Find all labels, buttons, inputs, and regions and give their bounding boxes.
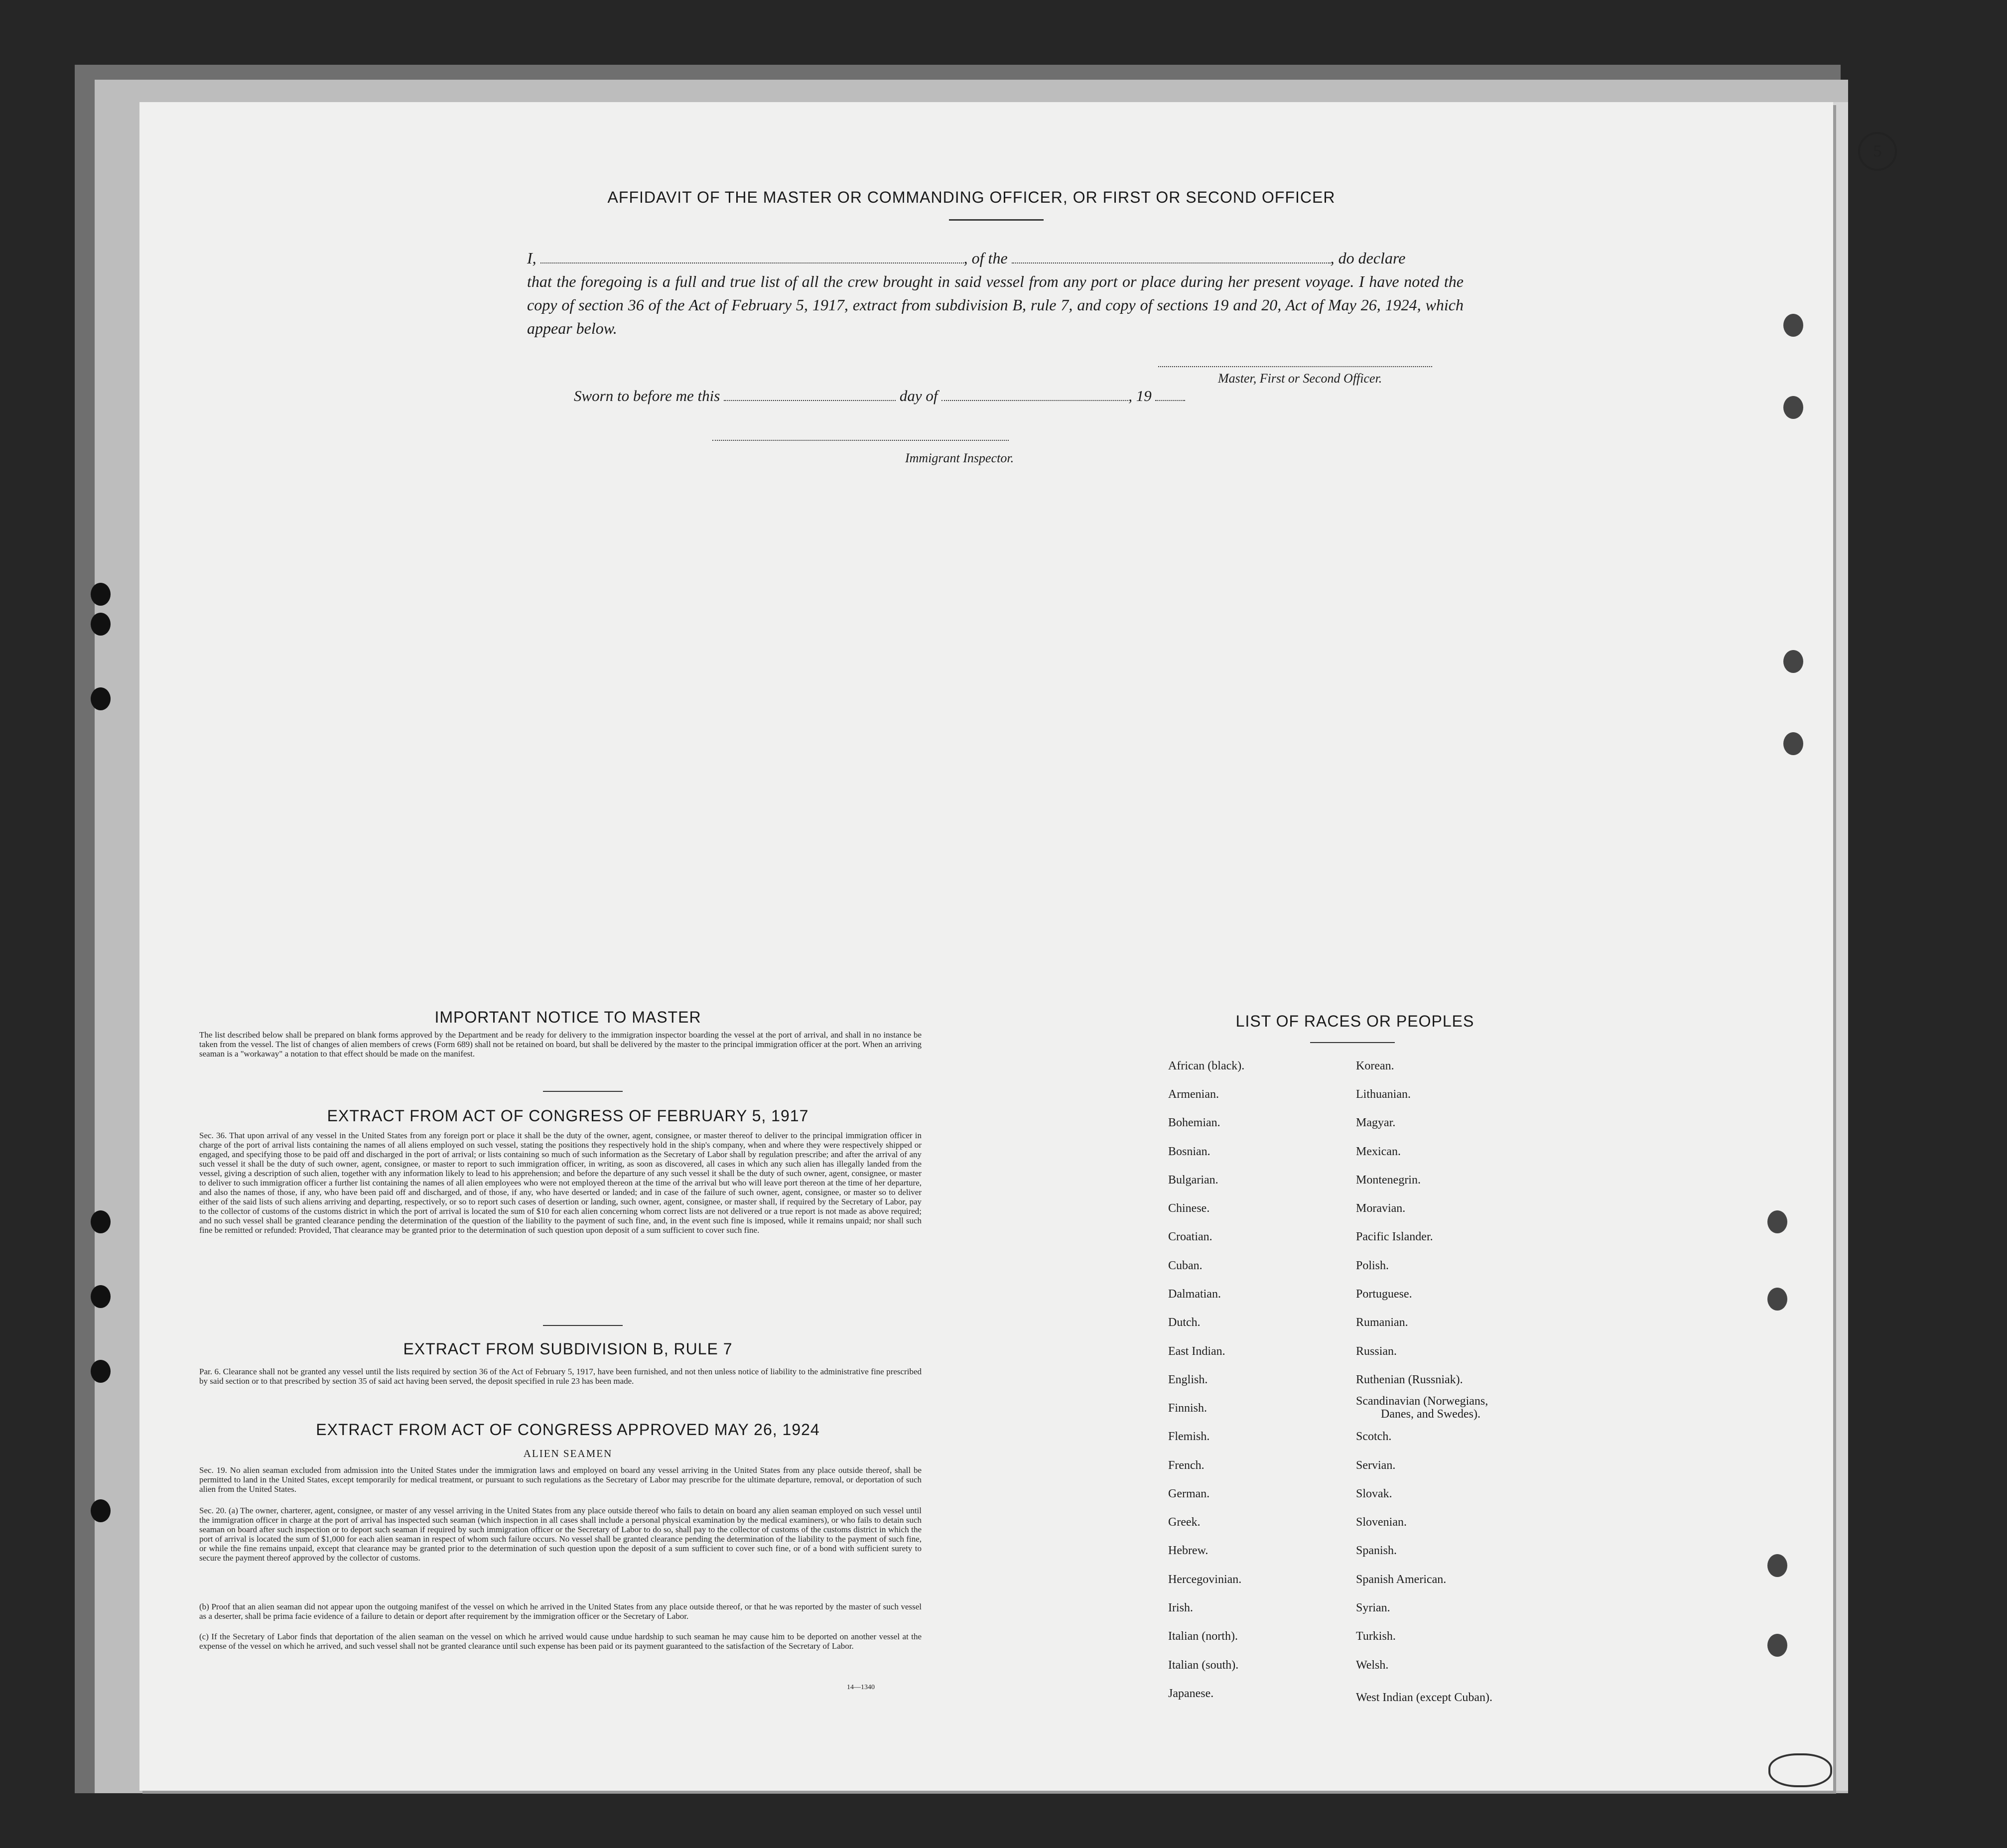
- race-item: Moravian.: [1356, 1202, 1406, 1215]
- race-item: Polish.: [1356, 1259, 1389, 1272]
- race-item: Slovenian.: [1356, 1516, 1407, 1529]
- binder-tab-icon: [1768, 1753, 1832, 1787]
- affidavit-title: AFFIDAVIT OF THE MASTER OR COMMANDING OFFICER, OR FIRST OR SECOND OFFICER: [607, 188, 1336, 206]
- race-item: Hebrew.: [1168, 1544, 1208, 1557]
- race-item: Portuguese.: [1356, 1288, 1412, 1301]
- race-item: Chinese.: [1168, 1202, 1210, 1215]
- affidavit-statement: [527, 247, 1464, 340]
- sworn-prefix: Sworn to before me this: [574, 387, 720, 404]
- extract-1917-text: Sec. 36. That upon arrival of any vessel in the United States from any foreign port or place it shall be the duty of the owner, agent, consignee, or master thereof to deliver to the principal immigration officer in charge of the port of arrival lists containing the names of all aliens employed on such vessel, stating the positions they respectively hold in the ship's company, when and where they were respectively shipped or engaged, and specifying those to be paid off and discharged in the port of arrival; or lists containing so much of such information as the Secretary of Labor shall by regulation prescribe; and after the arrival of any such vessel it shall be the duty of such owner, agent, consignee, or master to report to such immigration officer, in writing, as soon as discovered, all cases in which any such alien has illegally landed from the vessel, giving a description of such alien, together with any information likely to lead to his apprehension; and before the departure of any such vessel it shall be the duty of such owner, agent, consignee, or master to deliver to such immigration officer a further list containing the names of all alien employees who were not employed thereon at the time of the arrival but who will leave port thereon at the time of her departure, and also the names of those, if any, who have been paid off and discharged, and of those, if any, who have deserted or landed; and in case of the failure of such owner, agent, consignee, or master so to deliver either of the said lists of such aliens arriving and departing, respectively, or so to report such cases of desertion or landing, such owner, agent, consignee, or master shall, if required by the Secretary of Labor, pay to the collector of customs of the customs district in which the port of arrival is located the sum of $10 for each alien concerning whom correct lists are not delivered or a true report is not made as above required; and no such vessel shall be granted clearance pending the determination of the question of the liability to the payment of such fine, and, in the event such fine is imposed, while it remains unpaid; nor shall such fine be remitted or refunded: Provided, That clearance may be granted prior to the determination of such question upon deposit of a sum sufficient to cover such fine.: [199, 1131, 922, 1235]
- page-number-stamp: 5: [1858, 132, 1897, 171]
- master-signature-line: [1158, 366, 1432, 367]
- sworn-statement: [574, 386, 1185, 405]
- extract-1924-title: EXTRACT FROM ACT OF CONGRESS APPROVED MAY 26, 1924: [316, 1421, 820, 1439]
- affidavit-body: that the foregoing is a full and true list of all the crew brought in said vessel from any port or place during her present voyage. I have noted the copy of section 36 of the Act of February 5, 1917, extract from subdivision B, rule 7, and copy of sections 19 and 20, Act of May 26, 1924, which appear below.: [527, 272, 1464, 337]
- sworn-month-blank: [941, 386, 1128, 401]
- rule7-text: Par. 6. Clearance shall not be granted any vessel until the lists required by section 36 of the Act of February 5, 1917, have been furnished, and not then unless notice of liability to the administrative fine prescribed by said section or to that prescribed by section 35 of said act having been served, the deposit specified in rule 23 has been made.: [199, 1367, 922, 1386]
- rule7-title: EXTRACT FROM SUBDIVISION B, RULE 7: [403, 1340, 733, 1358]
- race-item: Servian.: [1356, 1459, 1396, 1472]
- binder-hole-icon: [91, 1285, 111, 1308]
- race-item: Magyar.: [1356, 1116, 1396, 1129]
- race-item: Mexican.: [1356, 1145, 1401, 1158]
- binder-hole-icon: [1783, 314, 1803, 337]
- race-item: Cuban.: [1168, 1259, 1203, 1272]
- race-item: Rumanian.: [1356, 1316, 1408, 1329]
- vessel-name-blank: [1012, 249, 1331, 264]
- race-item: Spanish American.: [1356, 1573, 1447, 1586]
- section-divider: [543, 1091, 623, 1092]
- race-item: Korean.: [1356, 1059, 1394, 1072]
- sworn-month-prefix: day of: [899, 387, 938, 404]
- race-item: English.: [1168, 1373, 1208, 1386]
- race-item: Pacific Islander.: [1356, 1230, 1433, 1243]
- binder-hole-icon: [1783, 396, 1803, 419]
- master-signature-label: Master, First or Second Officer.: [1218, 371, 1382, 386]
- race-item: Irish.: [1168, 1601, 1193, 1614]
- sec20c-text: (c) If the Secretary of Labor finds that deportation of the alien seaman on the vessel on which he arrived would cause undue hardship to such seaman he may cause him to be deported on another vessel at the expense of the vessel on which he arrived, and such vessel shall not be granted clearance until such expense has been paid or its payment guaranteed to the satisfaction of the Secretary of Labor.: [199, 1632, 922, 1651]
- race-item: Hercegovinian.: [1168, 1573, 1242, 1586]
- alien-seamen-subtitle: ALIEN SEAMEN: [523, 1448, 613, 1459]
- inspector-signature-line: [712, 440, 1009, 441]
- binder-hole-icon: [91, 1210, 111, 1233]
- binder-hole-icon: [1783, 732, 1803, 755]
- notice-text: The list described below shall be prepared on blank forms approved by the Department and be ready for delivery to the immigration inspector boarding the vessel at the port of arrival, and shall in no instance be taken from the vessel. The list of changes of alien members of crews (Form 689) shall not be retained on board, but shall be delivered by the master to the principal immigration officer at the port. When an arriving seaman is a "workaway" a notation to that effect should be made on the manifest.: [199, 1030, 922, 1058]
- race-item: Dutch.: [1168, 1316, 1201, 1329]
- race-item: French.: [1168, 1459, 1204, 1472]
- sworn-year-blank: [1155, 386, 1185, 401]
- sworn-year-prefix: , 19: [1128, 387, 1152, 404]
- declare-suffix: , do declare: [1330, 249, 1406, 267]
- affidavit-first-line: [527, 247, 1464, 270]
- declarant-name-blank: [540, 249, 964, 264]
- race-item: Lithuanian.: [1356, 1088, 1411, 1101]
- race-item: Slovak.: [1356, 1487, 1392, 1500]
- race-item: Greek.: [1168, 1516, 1201, 1529]
- races-divider: [1310, 1042, 1395, 1043]
- binder-hole-icon: [1767, 1210, 1787, 1233]
- race-item: Flemish.: [1168, 1430, 1210, 1443]
- binder-hole-icon: [91, 687, 111, 710]
- race-item: Syrian.: [1356, 1601, 1390, 1614]
- binder-hole-icon: [91, 1499, 111, 1522]
- race-item: Finnish.: [1168, 1402, 1207, 1415]
- binder-hole-icon: [1767, 1554, 1787, 1577]
- vessel-prefix: , of the: [963, 249, 1008, 267]
- race-item: Armenian.: [1168, 1088, 1219, 1101]
- binder-hole-icon: [91, 583, 111, 606]
- race-item: Japanese.: [1168, 1687, 1214, 1700]
- race-item: East Indian.: [1168, 1345, 1225, 1358]
- sec20a-text: Sec. 20. (a) The owner, charterer, agent, consignee, or master of any vessel arriving in the United States from any place outside thereof who fails to detain on board any alien seaman employed on such vessel until the immigration officer in charge at the port of arrival has inspected such seaman (which inspection in all cases shall include a personal physical examination by the medical examiners), or who fails to detain such seaman on board after such inspection or to deport such seaman if required by such immigration officer or the Secretary of Labor to do so, shall pay to the collector of customs of the customs district in which the port of arrival is located the sum of $1,000 for each alien seaman in respect of whom such failure occurs. No vessel shall be granted clearance pending the determination of the liability to the payment of such fine, or while the fine remains unpaid, except that clearance may be granted prior to the determination of such question upon the deposit of a sum sufficient to cover such fine, or of a bond with sufficient surety to secure the payment thereof approved by the collector of customs.: [199, 1506, 922, 1563]
- extract-1917-title: EXTRACT FROM ACT OF CONGRESS OF FEBRUARY 5, 1917: [327, 1107, 809, 1125]
- binder-hole-icon: [91, 613, 111, 636]
- binder-hole-icon: [1783, 650, 1803, 673]
- race-item: African (black).: [1168, 1059, 1245, 1072]
- race-item: Croatian.: [1168, 1230, 1212, 1243]
- race-item: Italian (south).: [1168, 1659, 1239, 1672]
- race-item: Russian.: [1356, 1345, 1397, 1358]
- race-item: Bosnian.: [1168, 1145, 1210, 1158]
- inspector-signature-label: Immigrant Inspector.: [905, 451, 1014, 465]
- race-item: Danes, and Swedes).: [1381, 1408, 1480, 1421]
- sworn-day-blank: [724, 386, 896, 401]
- section-divider: [543, 1325, 623, 1326]
- sec20b-text: (b) Proof that an alien seaman did not appear upon the outgoing manifest of the vessel on which he arrived in the United States from any place outside thereof, or that he was reported by the master of such vessel as a deserter, shall be prima facie evidence of a failure to detain or deport after requirement by the immigration officer or the Secretary of Labor.: [199, 1602, 922, 1621]
- race-item: West Indian (except Cuban).: [1356, 1691, 1492, 1704]
- race-item: Scotch.: [1356, 1430, 1392, 1443]
- race-item: Bohemian.: [1168, 1116, 1220, 1129]
- race-item: German.: [1168, 1487, 1210, 1500]
- binder-hole-icon: [91, 1360, 111, 1383]
- binder-hole-icon: [1767, 1288, 1787, 1311]
- race-item: Scandinavian (Norwegians,: [1356, 1395, 1488, 1408]
- binder-hole-icon: [1767, 1634, 1787, 1657]
- sec19-text: Sec. 19. No alien seaman excluded from admission into the United States under the immigration laws and employed on board any vessel arriving in the United States from any place outside thereof, shall be permitted to land in the United States, except temporarily for medical treatment, or pursuant to such regulations as the Secretary of Labor may prescribe for the ultimate departure, removal, or deportation of such alien from the United States.: [199, 1465, 922, 1494]
- races-title: LIST OF RACES OR PEOPLES: [1235, 1012, 1474, 1030]
- race-item: Spanish.: [1356, 1544, 1397, 1557]
- race-item: Ruthenian (Russniak).: [1356, 1373, 1463, 1386]
- race-item: Dalmatian.: [1168, 1288, 1221, 1301]
- form-number: 14—1340: [847, 1684, 875, 1691]
- race-item: Italian (north).: [1168, 1630, 1238, 1643]
- title-divider: [949, 219, 1044, 221]
- race-item: Welsh.: [1356, 1659, 1389, 1672]
- notice-title: IMPORTANT NOTICE TO MASTER: [434, 1008, 701, 1026]
- race-item: Turkish.: [1356, 1630, 1396, 1643]
- race-item: Bulgarian.: [1168, 1174, 1218, 1187]
- race-item: Montenegrin.: [1356, 1174, 1421, 1187]
- declarant-prefix: I,: [527, 249, 536, 267]
